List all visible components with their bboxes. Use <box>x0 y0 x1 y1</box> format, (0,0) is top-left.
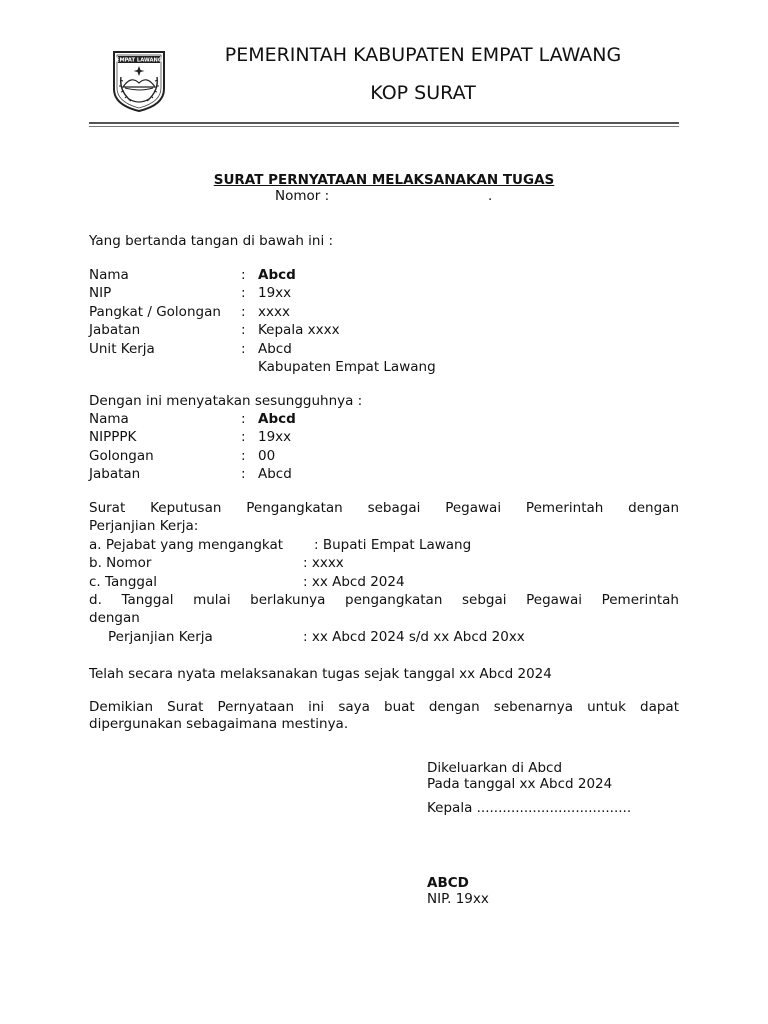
signer-nip: NIP. 19xx <box>427 891 489 907</box>
regency-emblem-logo <box>111 47 167 113</box>
nomor-end-dot: . <box>488 188 493 204</box>
header-divider-thin <box>89 126 679 127</box>
declaration-text: Dengan ini menyatakan sesungguhnya : <box>89 393 363 409</box>
sk-item-label: a. Pejabat yang mengangkat <box>89 537 284 553</box>
field-label: Jabatan <box>89 322 141 338</box>
document-title: SURAT PERNYATAAN MELAKSANAKAN TUGAS <box>213 172 555 188</box>
sk-item-value: : xx Abcd 2024 s/d xx Abcd 20xx <box>303 629 525 645</box>
field-label: Pangkat / Golongan <box>89 304 221 320</box>
field-colon: : <box>241 448 246 464</box>
field-label: NIP <box>89 285 112 301</box>
sk-item-label: c. Tanggal <box>89 574 158 590</box>
field-label: Nama <box>89 411 129 427</box>
field-value: Abcd <box>258 411 296 427</box>
field-colon: : <box>241 322 246 338</box>
field-value: Kepala xxxx <box>258 322 340 338</box>
field-value: Abcd <box>258 466 292 482</box>
sk-paragraph-line: Perjanjian Kerja: <box>89 518 199 534</box>
issued-date: Pada tanggal xx Abcd 2024 <box>427 776 613 792</box>
signer-position: Kepala .................................... <box>427 800 632 816</box>
sk-item-label: dengan <box>89 610 140 626</box>
field-label: Unit Kerja <box>89 341 155 357</box>
field-label: Golongan <box>89 448 154 464</box>
government-name: PEMERINTAH KABUPATEN EMPAT LAWANG <box>224 44 622 66</box>
field-value: 19xx <box>258 429 292 445</box>
emblem-text: EMPAT LAWANG <box>115 57 163 64</box>
field-colon: : <box>241 466 246 482</box>
statement-text: Telah secara nyata melaksanakan tugas sejak tanggal xx Abcd 2024 <box>89 666 552 682</box>
field-colon: : <box>241 411 246 427</box>
field-colon: : <box>241 304 246 320</box>
field-value-continued: Kabupaten Empat Lawang <box>258 359 436 375</box>
intro-text: Yang bertanda tangan di bawah ini : <box>89 233 334 249</box>
field-colon: : <box>241 267 246 283</box>
sk-item-value: : Bupati Empat Lawang <box>314 537 472 553</box>
field-label: Jabatan <box>89 466 141 482</box>
field-value: 19xx <box>258 285 292 301</box>
field-colon: : <box>241 341 246 357</box>
signer-name: ABCD <box>427 875 469 891</box>
sk-item-value: : xxxx <box>303 555 344 571</box>
field-value: Abcd <box>258 267 296 283</box>
field-value: xxxx <box>258 304 290 320</box>
closing-paragraph-line: dipergunakan sebagaimana mestinya. <box>89 716 349 732</box>
field-colon: : <box>241 429 246 445</box>
field-label: NIPPPK <box>89 429 137 445</box>
field-value: Abcd <box>258 341 292 357</box>
nomor-label: Nomor : <box>275 188 330 204</box>
header-divider <box>89 122 679 124</box>
closing-paragraph-line: Demikian Surat Pernyataan ini saya buat dengan sebenarnya untuk dapat <box>89 699 679 715</box>
field-label: Nama <box>89 267 129 283</box>
sk-item-value: : xx Abcd 2024 <box>303 574 405 590</box>
sk-item-label: b. Nomor <box>89 555 152 571</box>
field-value: 00 <box>258 448 276 464</box>
sk-item-label: d. Tanggal mulai berlakunya pengangkatan sebgai Pegawai Pemerintah <box>89 592 679 608</box>
sk-paragraph-line: Surat Keputusan Pengangkatan sebagai Pegawai Pemerintah dengan <box>89 500 679 516</box>
issued-place: Dikeluarkan di Abcd <box>427 760 563 776</box>
sk-item-label: Perjanjian Kerja <box>108 629 213 645</box>
letterhead-label: KOP SURAT <box>370 82 476 104</box>
field-colon: : <box>241 285 246 301</box>
